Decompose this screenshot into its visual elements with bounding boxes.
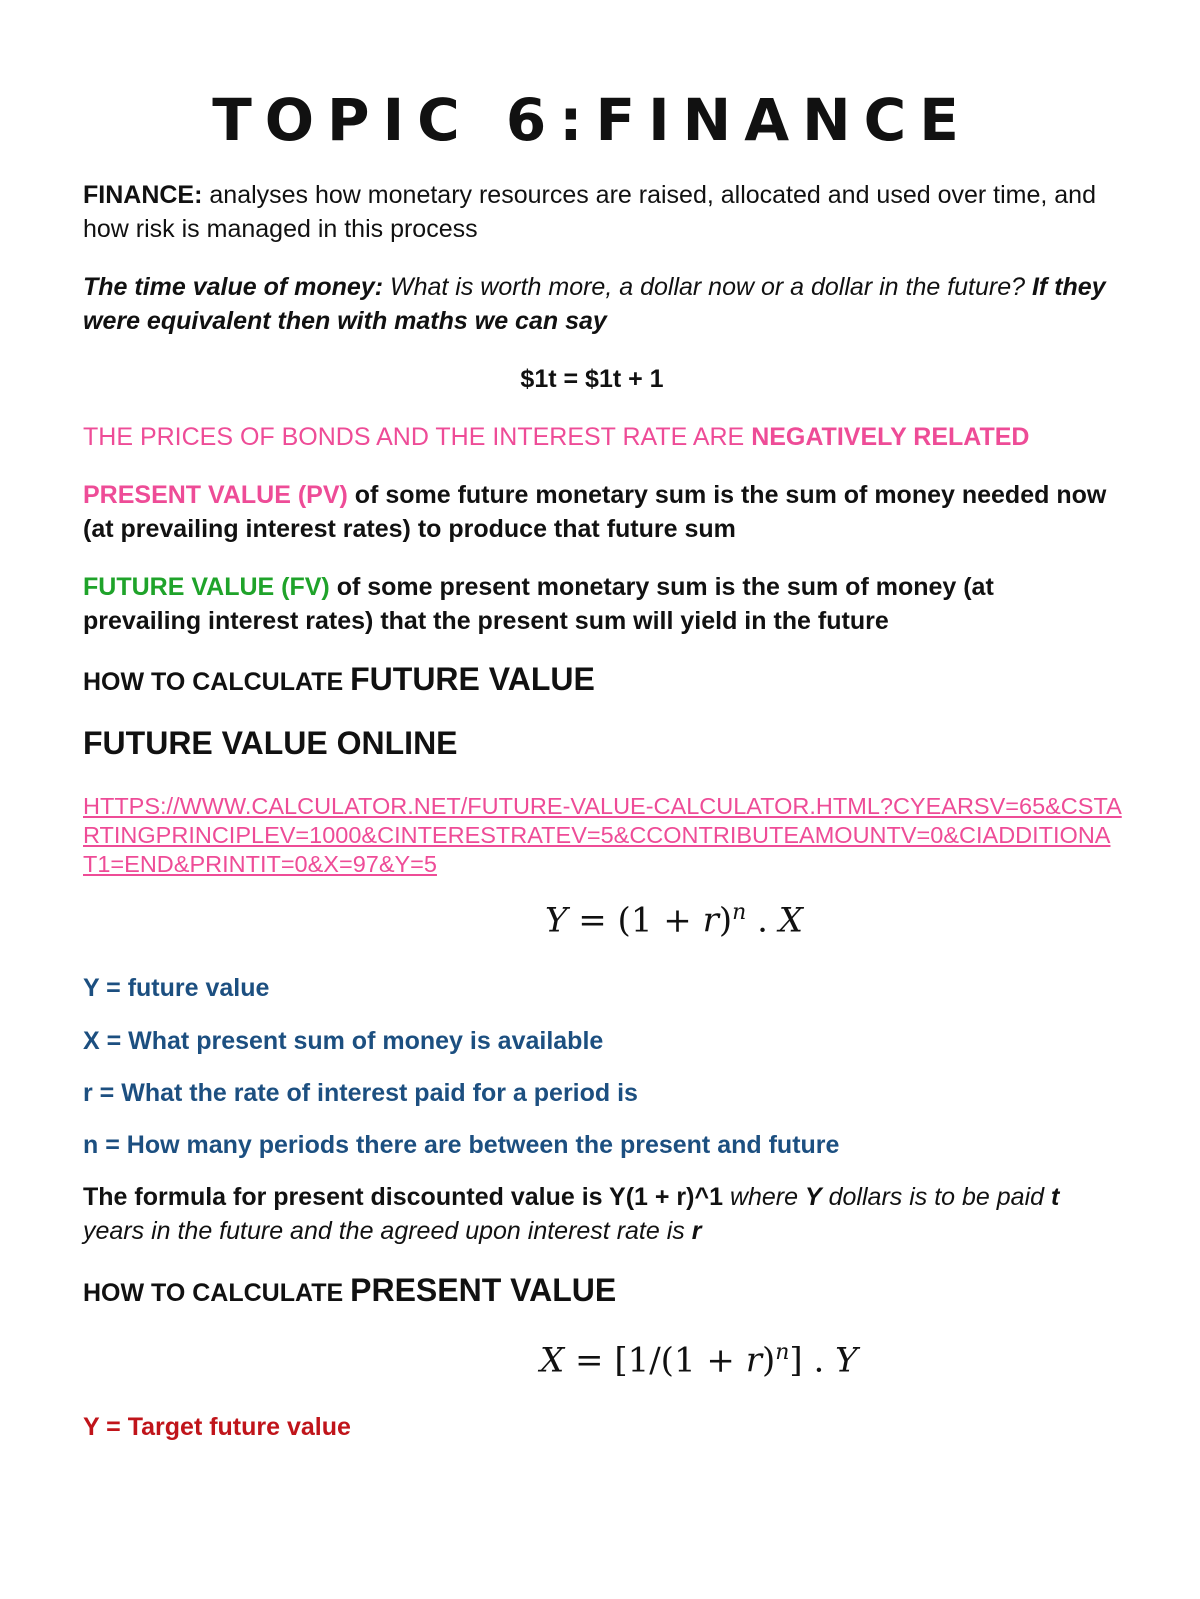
pv-formula [540,1340,858,1380]
pdv-paragraph [83,1180,1113,1248]
howto-pv-subject: PRESENT VALUE [350,1272,617,1308]
fv-formula-x: X [778,900,803,941]
howto-pv-prefix: HOW TO CALCULATE [83,1279,351,1307]
bonds-statement [83,420,1113,454]
pv-var-y: Y = Target future value [83,1413,351,1441]
fv-online-heading: FUTURE VALUE ONLINE [83,725,458,761]
howto-fv-subject: FUTURE VALUE [350,661,595,697]
bonds-emphasis: NEGATIVELY RELATED [751,423,1030,451]
fv-formula-close: ) [718,900,733,941]
fv-formula [545,900,803,940]
time-value-term: The time value of money: [83,273,384,301]
finance-term: FINANCE: [83,181,203,209]
finance-text: analyses how monetary resources are raised, allocated and used over time, and how risk is managed in this process [83,181,1096,243]
fv-var-r: r = What the rate of interest paid for a period is [83,1079,638,1107]
pdv-where: where [723,1183,805,1211]
pdv-r: r [691,1217,702,1245]
pdv-lead: The formula for present discounted value is Y(1 + r)^1 [83,1183,723,1211]
pv-formula-x: X [540,1340,565,1381]
time-value-question: What is worth more, a dollar now or a dollar in the future? [383,273,1026,301]
pv-text: of some future monetary sum is the sum of money needed now (at prevailing interest rates) to produce that future sum [83,481,1107,543]
howto-pv-heading [83,1273,1113,1310]
fv-formula-exp: n [732,900,747,925]
present-value-definition [83,478,1113,546]
pv-formula-y: Y [835,1340,858,1381]
pv-formula-exp: n [775,1340,790,1365]
pv-formula-eq: = [1/(1 + [564,1340,746,1381]
fv-var-x: X = What present sum of money is available [83,1027,604,1055]
pv-formula-end: ] . [789,1340,836,1381]
pdv-mid: dollars is to be paid [821,1183,1051,1211]
future-value-definition [83,570,1113,638]
pv-formula-r: r [745,1340,762,1381]
fv-formula-r: r [702,900,719,941]
fv-formula-eq: = (1 + [567,900,703,941]
dollar-equation: $1t = $1t + 1 [520,365,664,393]
pdv-tail: years in the future and the agreed upon interest rate is [83,1217,692,1245]
howto-fv-prefix: HOW TO CALCULATE [83,668,351,696]
pv-formula-close: ) [761,1340,776,1381]
fv-formula-dot: . [746,900,779,941]
time-value-paragraph [83,270,1113,338]
fv-text: of some present monetary sum is the sum of money (at prevailing interest rates) that the present sum will yield in the future [83,573,994,635]
page-title: TOPIC 6:FINANCE [212,86,972,154]
fv-var-y: Y = future value [83,974,270,1002]
finance-definition [83,178,1113,246]
pdv-t: t [1050,1183,1060,1211]
fv-formula-y: Y [545,900,568,941]
fv-var-n: n = How many periods there are between the present and future [83,1131,840,1159]
bonds-text: THE PRICES OF BONDS AND THE INTEREST RATE ARE [83,423,752,451]
fv-calculator-link[interactable]: HTTPS://WWW.CALCULATOR.NET/FUTURE-VALUE-CALCULATOR.HTML?CYEARSV=65&CSTARTINGPRINCIPLEV=1000&CINTERESTRATEV=5&CCONTRIBUTEAMOUNTV=0&CIADDITIONAT1=END&PRINTIT=0&X=97&Y=5 [83,793,1122,877]
fv-term: FUTURE VALUE (FV) [83,573,330,601]
time-value-conclusion: If they were equivalent then with maths we can say [83,273,1106,335]
howto-fv-heading [83,662,1113,699]
pv-term: PRESENT VALUE (PV) [83,481,348,509]
pdv-y: Y [804,1183,822,1211]
